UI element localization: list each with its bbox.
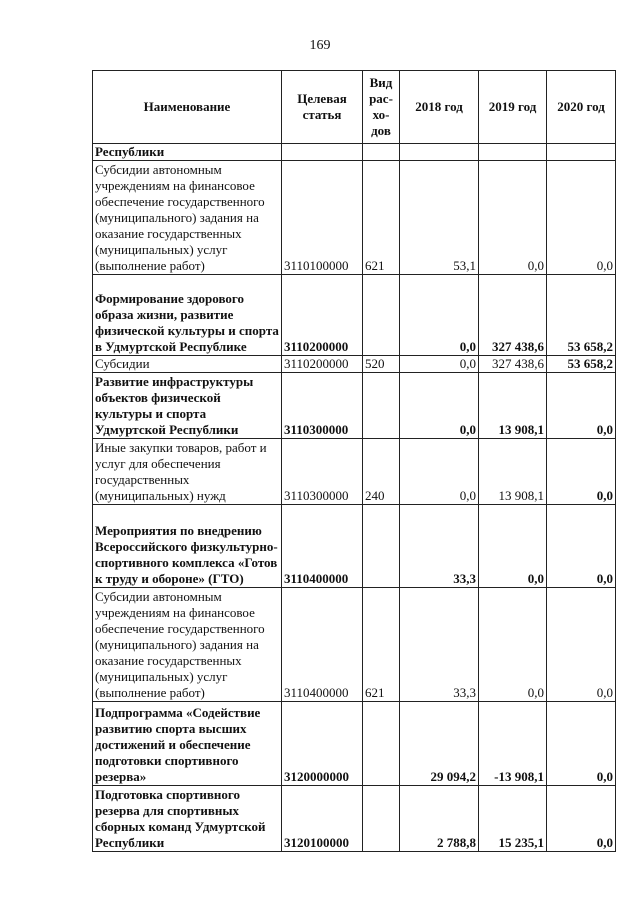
row-2019: 327 438,6	[479, 275, 547, 356]
table-row	[93, 144, 616, 161]
row-2019: 0,0	[479, 588, 547, 702]
row-code: 3110400000	[282, 505, 363, 588]
row-kind	[363, 702, 400, 786]
row-kind	[363, 275, 400, 356]
header-kind: Вид рас-хо-дов	[363, 71, 400, 144]
row-kind: 621	[363, 161, 400, 275]
row-2018: 0,0	[400, 275, 479, 356]
header-name: Наименование	[93, 71, 282, 144]
row-code: 3110400000	[282, 588, 363, 702]
table-row	[93, 439, 616, 505]
row-name: Формирование здорового образа жизни, развитие физической культуры и спорта в Удмуртской Республике	[93, 275, 282, 356]
row-2020: 53 658,2	[547, 356, 616, 373]
row-2020: 0,0	[547, 373, 616, 439]
row-2020: 0,0	[547, 702, 616, 786]
row-2018: 2 788,8	[400, 786, 479, 852]
row-name: Мероприятия по внедрению Всероссийского физкультурно-спортивного комплекса «Готов к труду и обороне» (ГТО)	[93, 505, 282, 588]
table-row	[93, 588, 616, 702]
row-2018: 33,3	[400, 588, 479, 702]
row-code: 3120000000	[282, 702, 363, 786]
row-code	[282, 144, 363, 161]
row-kind	[363, 373, 400, 439]
header-2019: 2019 год	[479, 71, 547, 144]
table-row	[93, 702, 616, 786]
row-code: 3120100000	[282, 786, 363, 852]
row-code: 3110300000	[282, 373, 363, 439]
table-header-row	[93, 71, 616, 144]
row-name: Субсидии	[93, 356, 282, 373]
row-2020: 53 658,2	[547, 275, 616, 356]
row-2019: 0,0	[479, 161, 547, 275]
row-kind: 240	[363, 439, 400, 505]
row-kind	[363, 505, 400, 588]
table-row	[93, 373, 616, 439]
row-kind	[363, 144, 400, 161]
header-2020: 2020 год	[547, 71, 616, 144]
row-2020: 0,0	[547, 161, 616, 275]
row-name: Иные закупки товаров, работ и услуг для обеспечения государственных (муниципальных) нужд	[93, 439, 282, 505]
row-2018: 0,0	[400, 439, 479, 505]
row-2018: 53,1	[400, 161, 479, 275]
row-2020: 0,0	[547, 588, 616, 702]
row-kind: 520	[363, 356, 400, 373]
row-name: Республики	[93, 144, 282, 161]
row-name: Субсидии автономным учреждениям на финансовое обеспечение государственного (муниципального) задания на оказание государственных (муниципальных) услуг (выполнение работ)	[93, 161, 282, 275]
row-2019: 13 908,1	[479, 439, 547, 505]
row-2018: 0,0	[400, 356, 479, 373]
row-name: Подготовка спортивного резерва для спортивных сборных команд Удмуртской Республики	[93, 786, 282, 852]
row-2020: 0,0	[547, 786, 616, 852]
row-2020	[547, 144, 616, 161]
header-2018: 2018 год	[400, 71, 479, 144]
row-2020: 0,0	[547, 505, 616, 588]
row-2018: 29 094,2	[400, 702, 479, 786]
row-2019: -13 908,1	[479, 702, 547, 786]
row-name: Развитие инфраструктуры объектов физической культуры и спорта Удмуртской Республики	[93, 373, 282, 439]
row-code: 3110100000	[282, 161, 363, 275]
row-kind	[363, 786, 400, 852]
row-2019	[479, 144, 547, 161]
row-kind: 621	[363, 588, 400, 702]
row-2019: 0,0	[479, 505, 547, 588]
row-code: 3110200000	[282, 275, 363, 356]
row-2019: 15 235,1	[479, 786, 547, 852]
row-2018: 33,3	[400, 505, 479, 588]
row-2019: 327 438,6	[479, 356, 547, 373]
table-row	[93, 356, 616, 373]
row-2018: 0,0	[400, 373, 479, 439]
row-2018	[400, 144, 479, 161]
row-name: Подпрограмма «Содействие развитию спорта высших достижений и обеспечение подготовки спортивного резерва»	[93, 702, 282, 786]
row-2020: 0,0	[547, 439, 616, 505]
budget-table	[92, 70, 616, 852]
table-row	[93, 275, 616, 356]
row-code: 3110200000	[282, 356, 363, 373]
table-row	[93, 786, 616, 852]
table-row	[93, 161, 616, 275]
row-code: 3110300000	[282, 439, 363, 505]
row-2019: 13 908,1	[479, 373, 547, 439]
page-number: 169	[309, 38, 331, 53]
row-name: Субсидии автономным учреждениям на финансовое обеспечение государственного (муниципального) задания на оказание государственных (муниципальных) услуг (выполнение работ)	[93, 588, 282, 702]
header-target: Целевая статья	[282, 71, 363, 144]
table-row	[93, 505, 616, 588]
